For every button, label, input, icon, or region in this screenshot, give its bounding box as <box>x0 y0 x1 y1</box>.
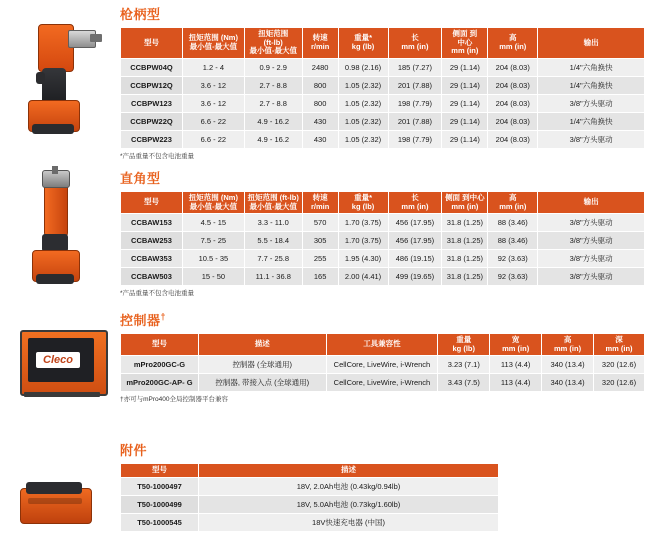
cell-height: 92 (3.63) <box>488 250 538 268</box>
cell-side-to-center: 31.8 (1.25) <box>442 214 488 232</box>
cell-depth: 320 (12.6) <box>594 356 645 374</box>
cell-description: 18V, 2.0Ah电池 (0.43kg/0.94lb) <box>199 477 499 495</box>
cell-speed: 800 <box>302 94 338 112</box>
table-row <box>121 112 645 130</box>
footnote-right-angle: *产品重量不包含电池重量 <box>120 290 195 298</box>
cell-side-to-center: 29 (1.14) <box>442 112 488 130</box>
section-right-angle <box>120 168 645 297</box>
cell-weight: 1.70 (3.75) <box>338 232 388 250</box>
cell-description: 18V, 5.0Ah电池 (0.73kg/1.60lb) <box>199 495 499 513</box>
col-weight: 重量* kg (lb) <box>338 192 388 214</box>
cell-torque-nm: 3.6 - 12 <box>182 76 244 94</box>
col-output: 输出 <box>538 192 645 214</box>
col-depth: 深 mm (in) <box>594 334 645 356</box>
cell-model: CCBAW353 <box>121 250 183 268</box>
cell-speed: 430 <box>302 112 338 130</box>
cell-description: 控制器, 带接入点 (全球通用) <box>198 374 326 392</box>
cell-model: CCBPW04Q <box>121 58 183 76</box>
cell-length: 486 (19.15) <box>388 250 442 268</box>
cell-weight: 3.43 (7.5) <box>438 374 490 392</box>
cell-model: CCBAW503 <box>121 268 183 286</box>
cell-torque-nm: 6.6 - 22 <box>182 112 244 130</box>
cell-torque-ftlb: 3.3 - 11.0 <box>244 214 302 232</box>
cell-output: 3/8"方头驱动 <box>538 94 645 112</box>
cell-side-to-center: 29 (1.14) <box>442 58 488 76</box>
col-torque-nm: 扭矩范围 (Nm) 最小值-最大值 <box>182 28 244 59</box>
col-model: 型号 <box>121 334 199 356</box>
cell-side-to-center: 29 (1.14) <box>442 130 488 148</box>
cell-model: CCBPW22Q <box>121 112 183 130</box>
col-speed: 转速 r/min <box>302 28 338 59</box>
cell-torque-nm: 6.6 - 22 <box>182 130 244 148</box>
cell-description: 控制器 (全球通用) <box>198 356 326 374</box>
cell-torque-nm: 3.6 - 12 <box>182 94 244 112</box>
table-controller <box>120 333 645 392</box>
table-header-row <box>121 192 645 214</box>
col-weight: 重量* kg (lb) <box>338 28 388 59</box>
cell-weight: 1.95 (4.30) <box>338 250 388 268</box>
cell-torque-nm: 1.2 - 4 <box>182 58 244 76</box>
col-model: 型号 <box>121 192 183 214</box>
cell-height: 340 (13.4) <box>542 356 594 374</box>
cell-length: 499 (19.65) <box>388 268 442 286</box>
col-length: 长 mm (in) <box>388 28 442 59</box>
table-row <box>121 374 645 392</box>
controller-image: Cleco <box>14 326 114 404</box>
cell-speed: 570 <box>302 214 338 232</box>
cell-output: 1/4"六角换快 <box>538 76 645 94</box>
cell-weight: 1.05 (2.32) <box>338 130 388 148</box>
cell-model: mPro200GC-AP- G <box>121 374 199 392</box>
cell-torque-ftlb: 11.1 - 36.8 <box>244 268 302 286</box>
cell-side-to-center: 29 (1.14) <box>442 76 488 94</box>
footnote-controller: †亦可与mPro400全局控制器平台兼容 <box>120 396 228 404</box>
cell-weight: 0.98 (2.16) <box>338 58 388 76</box>
table-row <box>121 356 645 374</box>
cell-torque-ftlb: 2.7 - 8.8 <box>244 76 302 94</box>
cell-speed: 800 <box>302 76 338 94</box>
cell-length: 456 (17.95) <box>388 232 442 250</box>
cell-torque-nm: 4.5 - 15 <box>182 214 244 232</box>
col-model: 型号 <box>121 464 199 478</box>
cell-side-to-center: 31.8 (1.25) <box>442 250 488 268</box>
cell-torque-ftlb: 2.7 - 8.8 <box>244 94 302 112</box>
cell-speed: 165 <box>302 268 338 286</box>
table-right-angle <box>120 191 645 286</box>
cell-length: 201 (7.88) <box>388 112 442 130</box>
col-width: 宽 mm (in) <box>490 334 542 356</box>
battery-accessory-image <box>12 478 108 532</box>
cell-length: 456 (17.95) <box>388 214 442 232</box>
cell-model: mPro200GC-G <box>121 356 199 374</box>
cell-model: T50-1000497 <box>121 477 199 495</box>
table-row <box>121 250 645 268</box>
col-side-to-center: 侧面 到中心 mm (in) <box>442 192 488 214</box>
cell-torque-ftlb: 0.9 - 2.9 <box>244 58 302 76</box>
cell-weight: 1.05 (2.32) <box>338 76 388 94</box>
cell-weight: 1.70 (3.75) <box>338 214 388 232</box>
cell-speed: 2480 <box>302 58 338 76</box>
cell-output: 3/8"方头驱动 <box>538 250 645 268</box>
section-title-right-angle: 直角型 <box>120 171 161 186</box>
cell-model: CCBPW223 <box>121 130 183 148</box>
table-pistol-grip <box>120 27 645 149</box>
col-length: 长 mm (in) <box>388 192 442 214</box>
col-height: 高 mm (in) <box>488 28 538 59</box>
cell-speed: 430 <box>302 130 338 148</box>
cell-height: 204 (8.03) <box>488 76 538 94</box>
table-header-row <box>121 28 645 59</box>
cell-output: 3/8"方头驱动 <box>538 214 645 232</box>
cell-torque-ftlb: 7.7 - 25.8 <box>244 250 302 268</box>
col-torque-nm: 扭矩范围 (Nm) 最小值-最大值 <box>182 192 244 214</box>
cell-height: 88 (3.46) <box>488 214 538 232</box>
cell-width: 113 (4.4) <box>490 374 542 392</box>
cell-height: 92 (3.63) <box>488 268 538 286</box>
cell-output: 1/4"六角换快 <box>538 58 645 76</box>
cell-length: 198 (7.79) <box>388 130 442 148</box>
cell-height: 204 (8.03) <box>488 112 538 130</box>
cell-height: 204 (8.03) <box>488 130 538 148</box>
cell-torque-ftlb: 4.9 - 16.2 <box>244 130 302 148</box>
cell-side-to-center: 31.8 (1.25) <box>442 232 488 250</box>
cell-torque-ftlb: 5.5 - 18.4 <box>244 232 302 250</box>
table-row <box>121 268 645 286</box>
table-row <box>121 76 645 94</box>
col-tool-compatibility: 工具兼容性 <box>326 334 438 356</box>
cell-width: 113 (4.4) <box>490 356 542 374</box>
cell-weight: 3.23 (7.1) <box>438 356 490 374</box>
cell-weight: 1.05 (2.32) <box>338 94 388 112</box>
section-accessories <box>120 440 645 532</box>
footnote-pistol-grip: *产品重量不包含电池重量 <box>120 152 195 160</box>
col-weight: 重量 kg (lb) <box>438 334 490 356</box>
table-row <box>121 513 499 531</box>
cell-output: 3/8"方头驱动 <box>538 268 645 286</box>
section-title-accessories: 附件 <box>120 443 148 458</box>
cell-height: 340 (13.4) <box>542 374 594 392</box>
cell-description: 18V快速充电器 (中国) <box>199 513 499 531</box>
cell-model: T50-1000499 <box>121 495 199 513</box>
table-header-row <box>121 334 645 356</box>
table-row <box>121 495 499 513</box>
cell-model: CCBPW123 <box>121 94 183 112</box>
col-output: 输出 <box>538 28 645 59</box>
cell-output: 3/8"方头驱动 <box>538 232 645 250</box>
table-row <box>121 214 645 232</box>
cell-torque-nm: 15 - 50 <box>182 268 244 286</box>
cell-side-to-center: 29 (1.14) <box>442 94 488 112</box>
table-row <box>121 477 499 495</box>
col-torque-ftlb: 扭矩范围 (ft-lb) 最小值-最大值 <box>244 192 302 214</box>
col-height: 高 mm (in) <box>542 334 594 356</box>
cell-torque-nm: 10.5 - 35 <box>182 250 244 268</box>
table-row <box>121 58 645 76</box>
cell-length: 198 (7.79) <box>388 94 442 112</box>
dagger-marker: † <box>160 311 167 322</box>
col-height: 高 mm (in) <box>488 192 538 214</box>
cell-length: 201 (7.88) <box>388 76 442 94</box>
col-model: 型号 <box>121 28 183 59</box>
cell-torque-nm: 7.5 - 25 <box>182 232 244 250</box>
cell-weight: 2.00 (4.41) <box>338 268 388 286</box>
cell-side-to-center: 31.8 (1.25) <box>442 268 488 286</box>
cell-model: T50-1000545 <box>121 513 199 531</box>
table-row <box>121 94 645 112</box>
cell-tool-compatibility: CellCore, LiveWire, i-Wrench <box>326 374 438 392</box>
table-header-row <box>121 464 499 478</box>
col-speed: 转速 r/min <box>302 192 338 214</box>
col-side-to-center: 侧面 到 中心 mm (in) <box>442 28 488 59</box>
cell-height: 204 (8.03) <box>488 58 538 76</box>
table-row <box>121 232 645 250</box>
cell-torque-ftlb: 4.9 - 16.2 <box>244 112 302 130</box>
cell-output: 1/4"六角换快 <box>538 112 645 130</box>
section-controller <box>120 310 645 403</box>
cell-output: 3/8"方头驱动 <box>538 130 645 148</box>
table-row <box>121 130 645 148</box>
section-pistol-grip <box>120 4 645 160</box>
cell-speed: 305 <box>302 232 338 250</box>
right-angle-tool-image <box>12 168 108 298</box>
cell-height: 204 (8.03) <box>488 94 538 112</box>
cell-speed: 255 <box>302 250 338 268</box>
col-description: 描述 <box>198 334 326 356</box>
cell-model: CCBAW253 <box>121 232 183 250</box>
col-torque-ftlb: 扭矩范围 (ft-lb) 最小值-最大值 <box>244 28 302 59</box>
cell-length: 185 (7.27) <box>388 58 442 76</box>
section-title-pistol-grip: 枪柄型 <box>120 7 161 22</box>
col-description: 描述 <box>199 464 499 478</box>
cell-height: 88 (3.46) <box>488 232 538 250</box>
table-accessories <box>120 463 499 532</box>
cell-weight: 1.05 (2.32) <box>338 112 388 130</box>
section-title-controller: 控制器† <box>120 311 167 328</box>
cell-model: CCBAW153 <box>121 214 183 232</box>
pistol-grip-tool-image <box>12 20 108 140</box>
cell-tool-compatibility: CellCore, LiveWire, i-Wrench <box>326 356 438 374</box>
cell-model: CCBPW12Q <box>121 76 183 94</box>
cell-depth: 320 (12.6) <box>594 374 645 392</box>
